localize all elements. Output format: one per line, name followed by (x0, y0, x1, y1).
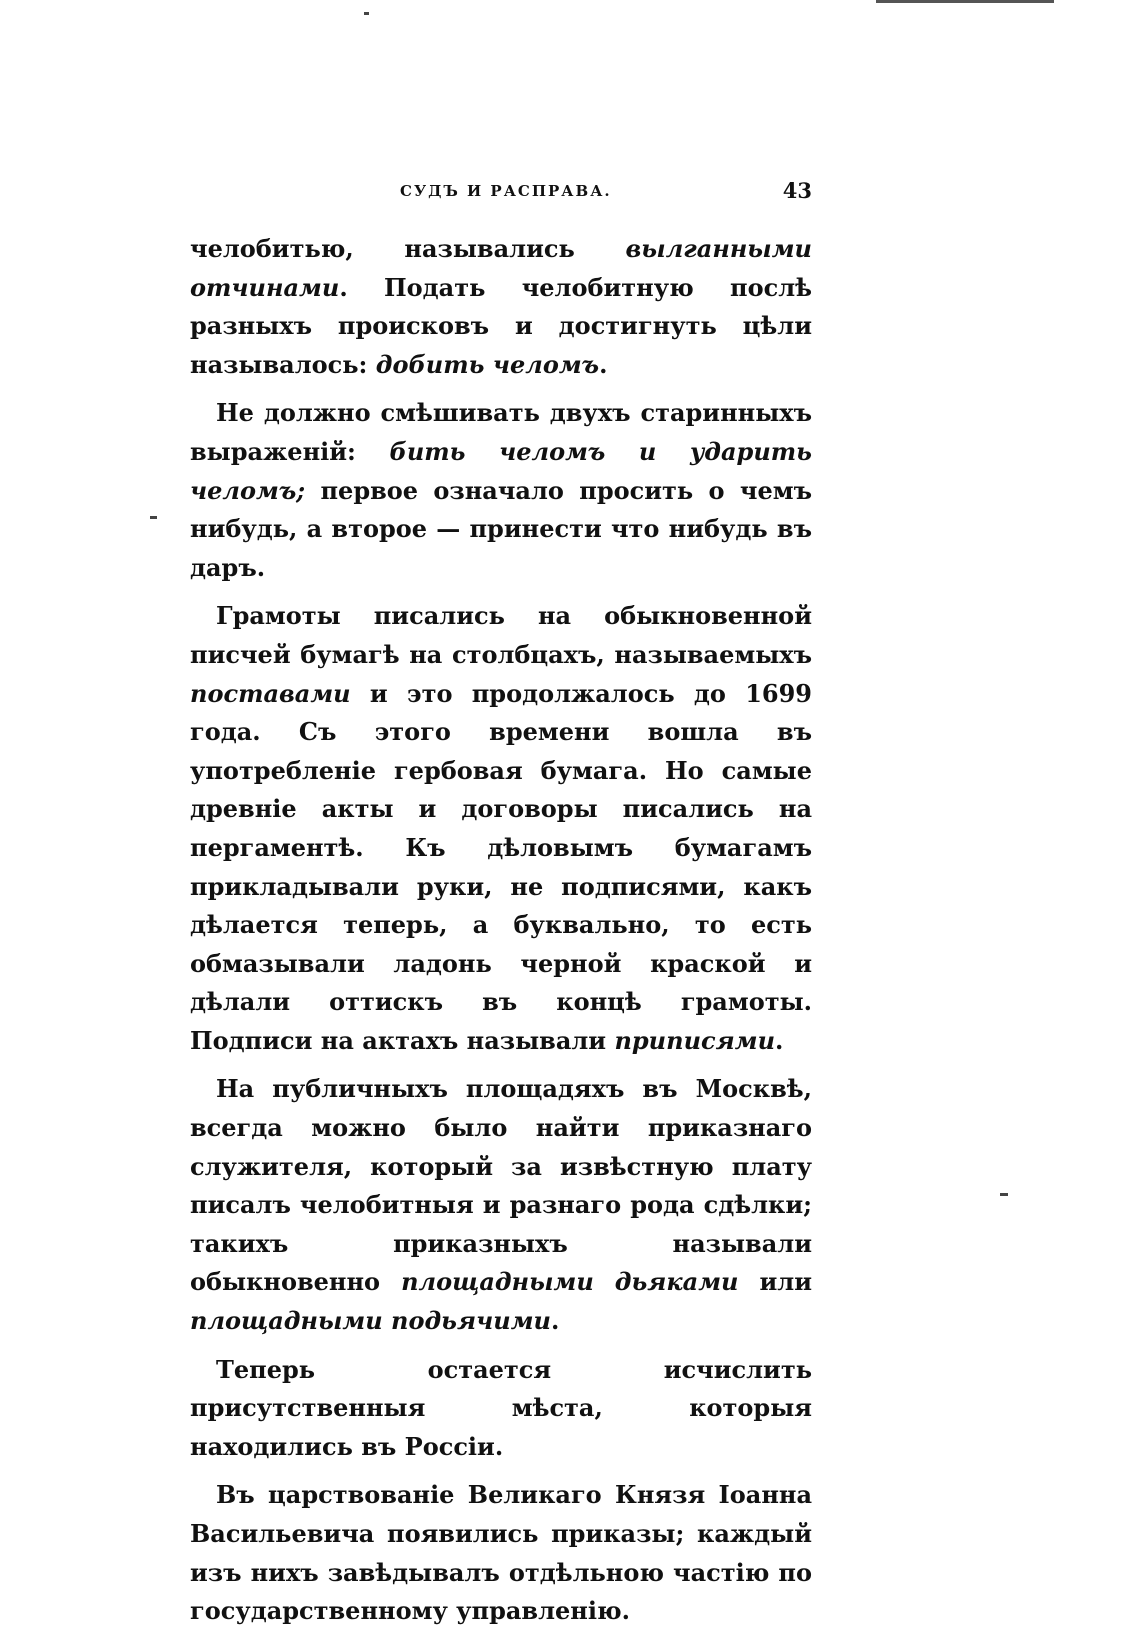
paragraph (190, 394, 812, 587)
text-run: Теперь остается исчислить присутственныя мѣста, которыя находились въ Россіи. (190, 1354, 812, 1461)
text-run: и это продолжалось до 1699 года. Съ этого времени вошла въ употребленіе гербовая бумага. Но самые древніе акты и договоры писались на пергаментѣ. Къ дѣловымъ бумагамъ прикладывали руки, не подписями, какъ дѣлается теперь, а буквально, то есть обмазывали ладонь черной краской и дѣлали оттискъ въ концѣ грамоты. Подписи на актахъ называли (190, 678, 812, 1055)
paragraph (190, 1070, 812, 1340)
text-run: . (775, 1025, 784, 1055)
italic-term: площадными дьяками (401, 1267, 739, 1297)
page-body (190, 230, 812, 1641)
italic-term: поставами (190, 678, 351, 708)
paragraph (190, 230, 812, 384)
scan-edge-line (876, 0, 1054, 3)
text-run: . Подать челобитную послѣ разныхъ происковъ и достигнуть цѣли называлось: (190, 272, 812, 379)
scan-speck (1000, 1193, 1008, 1196)
italic-term: площадными подьячими (190, 1306, 551, 1336)
text-run: Въ царствованіе Великаго Князя Іоанна Васильевича появились приказы; каждый изъ нихъ завѣдывалъ отдѣльною частію по государственному управленію. (190, 1480, 812, 1626)
italic-term: приписями (614, 1025, 776, 1055)
text-run: или (738, 1267, 813, 1297)
italic-term: вылганными отчинами (190, 234, 812, 302)
text-run: челобитью, назывались (190, 234, 626, 263)
paragraph (190, 1476, 812, 1630)
text-run: Не должно смѣшивать двухъ старинныхъ выраженій: (190, 398, 812, 466)
paragraph (190, 597, 812, 1060)
page-number: 43 (782, 178, 812, 203)
scan-speck (364, 12, 369, 15)
text-run: . (550, 1306, 560, 1336)
page-header (190, 178, 812, 212)
text-run: первое означало просить о чемъ нибудь, а второе — принести что нибудь въ даръ. (190, 475, 812, 582)
running-title: СУДЪ И РАСПРАВА. (400, 182, 612, 200)
scan-speck (150, 516, 157, 519)
text-run: На публичныхъ площадяхъ въ Москвѣ, всегда можно было найти приказнаго служителя, который за извѣстную плату писалъ челобитныя и разнаго рода сдѣлки; такихъ приказныхъ называли обыкновенно (190, 1074, 812, 1297)
italic-term: добить челомъ (375, 349, 600, 379)
text-run: . (599, 349, 608, 379)
text-run: Грамоты писались на обыкновенной писчей бумагѣ на столбцахъ, называемыхъ (190, 601, 812, 669)
paragraph (190, 1351, 812, 1467)
italic-term: бить челомъ и ударить челомъ; (190, 436, 812, 505)
